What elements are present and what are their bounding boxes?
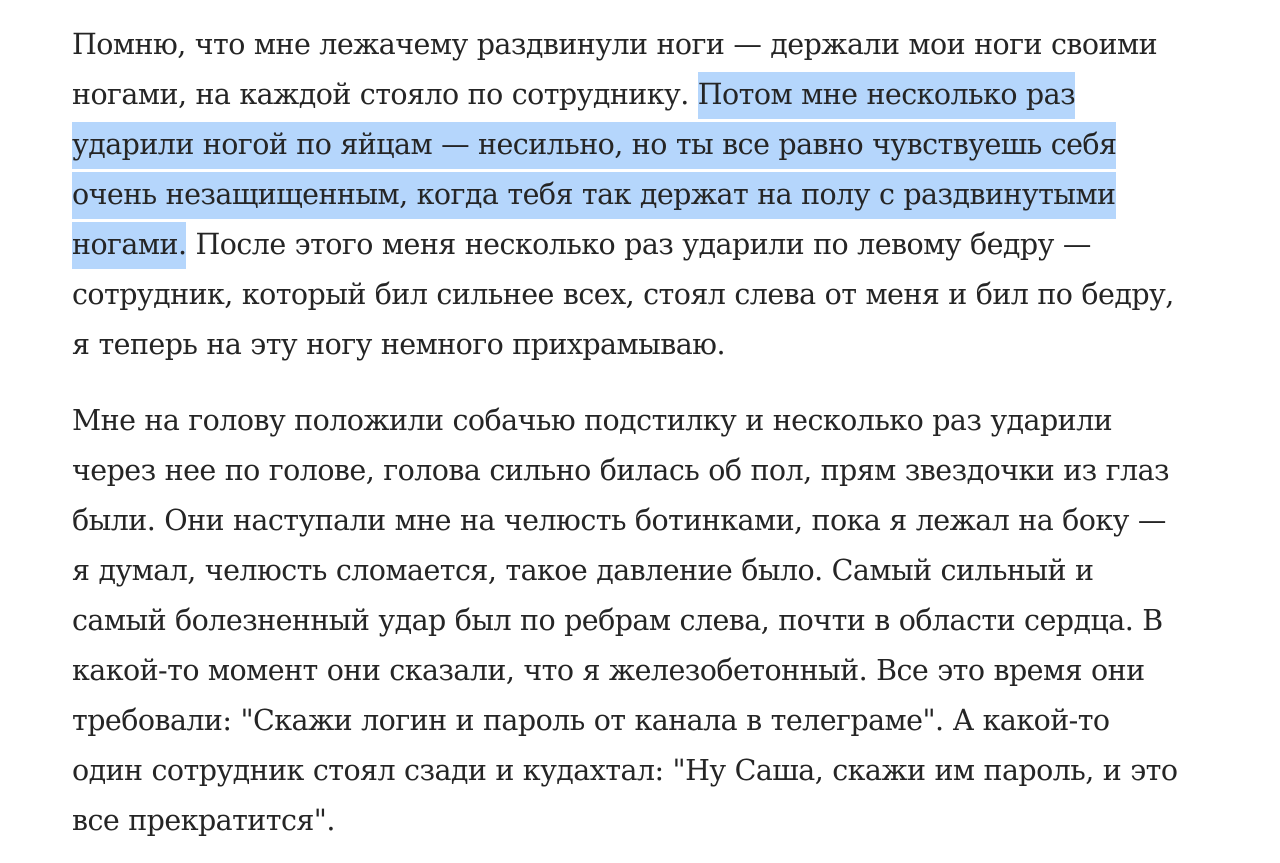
selected-text[interactable]: Потом мне несколько раз	[698, 72, 1075, 119]
text-run: ногами, на каждой стояло по сотруднику.	[72, 78, 698, 111]
paragraph-1	[72, 20, 1242, 370]
paragraph-line: я думал, челюсть сломается, такое давление было. Самый сильный и	[72, 554, 1094, 587]
paragraph-line: через нее по голове, голова сильно билась об пол, прям звездочки из глаз	[72, 454, 1170, 487]
text-run: После этого меня несколько раз ударили по левому бедру —	[186, 228, 1091, 261]
selected-text[interactable]: ударили ногой по яйцам — несильно, но ты все равно чувствуешь себя	[72, 122, 1116, 169]
text-run: Помню, что мне лежачему раздвинули ноги — держали мои ноги своими	[72, 28, 1158, 61]
paragraph-line	[72, 220, 1242, 270]
paragraph-line: какой-то момент они сказали, что я железобетонный. Все это время они	[72, 654, 1145, 687]
paragraph-line: один сотрудник стоял сзади и кудахтал: "Ну Саша, скажи им пароль, и это	[72, 754, 1178, 787]
article-body	[72, 20, 1242, 846]
text-run: я теперь на эту ногу немного прихрамываю.	[72, 328, 725, 361]
paragraph-line	[72, 320, 1242, 370]
selected-text[interactable]: ногами.	[72, 222, 186, 269]
paragraph-line: все прекратится".	[72, 804, 335, 837]
selected-text[interactable]: очень незащищенным, когда тебя так держат на полу с раздвинутыми	[72, 172, 1116, 219]
paragraph-line	[72, 120, 1242, 170]
paragraph-line: были. Они наступали мне на челюсть ботинками, пока я лежал на боку —	[72, 504, 1166, 537]
text-run: сотрудник, который бил сильнее всех, стоял слева от меня и бил по бедру,	[72, 278, 1174, 311]
paragraph-line: самый болезненный удар был по ребрам слева, почти в области сердца. В	[72, 604, 1163, 637]
paragraph-line: требовали: "Скажи логин и пароль от канала в телеграме". А какой-то	[72, 704, 1110, 737]
paragraph-line	[72, 270, 1242, 320]
paragraph-line	[72, 170, 1242, 220]
paragraph-line	[72, 20, 1242, 70]
paragraph-line	[72, 70, 1242, 120]
paragraph-2	[72, 396, 1242, 846]
paragraph-line: Мне на голову положили собачью подстилку и несколько раз ударили	[72, 404, 1113, 437]
